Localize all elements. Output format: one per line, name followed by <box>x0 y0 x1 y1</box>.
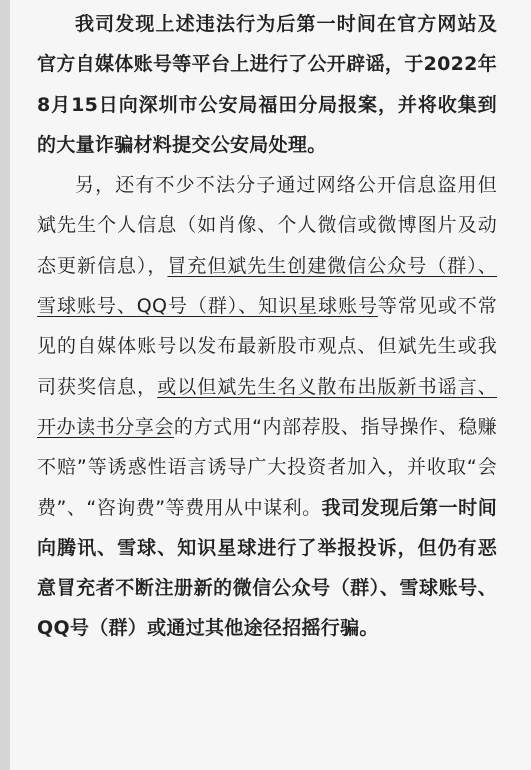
paragraph-2-underline-2: 或以但斌先生名义散布出版新书谣言、开办读书分享会 <box>37 375 497 438</box>
paragraph-2-part-2: 等常见或不常见的自媒体账号以发布最新股市观点、但斌先生或我司获奖信息， <box>37 295 497 398</box>
article-body <box>37 4 497 649</box>
paragraph-2-part-3: 的方式用“内部荐股、指导操作、稳赚不赔”等诱惑性语言诱导广大投资者加入，并收取“会费”、“咨询费”等费用从中谋利。 <box>37 415 497 519</box>
paragraph-2-underline-1: 冒充但斌先生创建微信公众号（群）、雪球账号、QQ号（群）、知识星球账号 <box>37 254 497 318</box>
paragraph-2-part-1: 另，还有不少不法分子通过网络公开信息盗用但斌先生个人信息（如肖像、个人微信或微博图片及动态更新信息）， <box>37 174 497 277</box>
paragraph-2-bold-end: 我司发现后第一时间向腾讯、雪球、知识星球进行了举报投诉，但仍有恶意冒充者不断注册新的微信公众号（群）、雪球账号、QQ号（群）或通过其他途径招摇行骗。 <box>37 496 497 640</box>
paragraph-2 <box>37 165 497 649</box>
left-margin-bar <box>0 0 10 770</box>
paragraph-1: 我司发现上述违法行为后第一时间在官方网站及官方自媒体账号等平台上进行了公开辟谣，于2022年8月15日向深圳市公安局福田分局报案，并将收集到的大量诈骗材料提交公安局处理。 <box>37 13 497 156</box>
